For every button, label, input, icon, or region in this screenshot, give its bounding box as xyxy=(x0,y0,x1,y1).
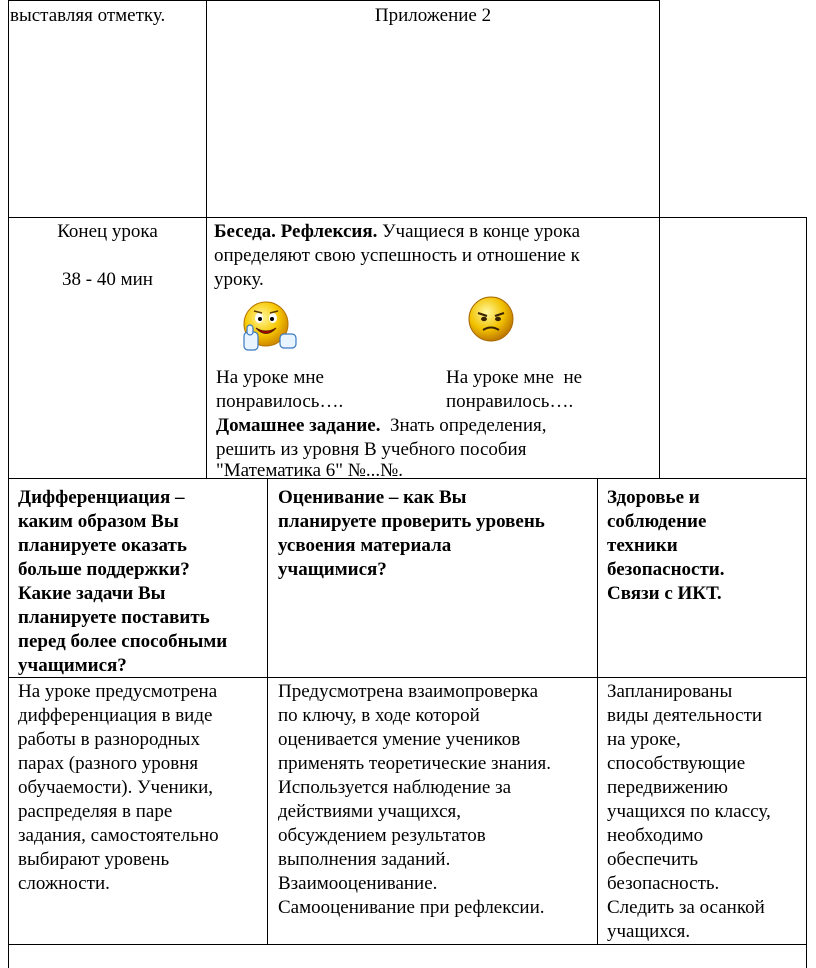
table-border xyxy=(806,217,807,968)
header-line: планируете проверить уровень xyxy=(278,511,545,532)
homework-line-2: решить из уровня В учебного пособия xyxy=(216,439,527,460)
reflection-label: Беседа. Рефлексия. xyxy=(214,221,378,242)
reflection-line-3: уроку. xyxy=(214,269,264,290)
content-line: дифференциация в виде xyxy=(18,705,213,726)
content-line: Самооценивание при рефлексии. xyxy=(278,897,545,918)
content-line: оценивается умение учеников xyxy=(278,729,521,750)
content-line: работы в разнородных xyxy=(18,729,201,750)
table-border xyxy=(8,0,660,1)
reflection-line-2: определяют свою успешность и отношение к xyxy=(214,245,580,266)
header-line: перед более способными xyxy=(18,631,228,652)
header-line: планируете поставить xyxy=(18,607,210,628)
content-line: Предусмотрена взаимопроверка xyxy=(278,681,539,702)
content-line: обсуждением результатов xyxy=(278,825,486,846)
content-line: Запланированы xyxy=(607,681,733,702)
content-line: Следить за осанкой xyxy=(607,897,765,918)
content-line: Используется наблюдение за xyxy=(278,777,512,798)
table-border xyxy=(597,478,598,945)
content-line: выполнения заданий. xyxy=(278,849,451,870)
liked-line-1: На уроке мне xyxy=(216,367,324,388)
liked-line-2: понравилось…. xyxy=(216,391,344,412)
frowning-smiley-icon xyxy=(466,294,516,344)
header-line: учащимися? xyxy=(18,655,127,676)
table-border xyxy=(267,478,268,945)
content-line: обучаемости). Ученики, xyxy=(18,777,214,798)
header-line: соблюдение xyxy=(607,511,707,532)
content-line: необходимо xyxy=(607,825,704,846)
header-line: Оценивание – как Вы xyxy=(278,487,467,508)
content-line: Взаимооценивание. xyxy=(278,873,438,894)
content-line: безопасность. xyxy=(607,873,720,894)
header-line: Связи с ИКТ. xyxy=(607,583,722,604)
reflection-text: Учащиеся в конце урока xyxy=(377,221,581,242)
content-line: сложности. xyxy=(18,873,110,894)
content-line: выбирают уровень xyxy=(18,849,170,870)
content-line: парах (разного уровня xyxy=(18,753,199,774)
table-border xyxy=(8,944,807,945)
content-line: способствующие xyxy=(607,753,746,774)
stage-name: Конец урока xyxy=(57,221,158,242)
content-line: виды деятельности xyxy=(607,705,763,726)
content-line: действиями учащихся, xyxy=(278,801,461,822)
content-line: на уроке, xyxy=(607,729,681,750)
top-left-text: выставляя отметку. xyxy=(10,5,166,26)
content-line: обеспечить xyxy=(607,849,699,870)
table-border xyxy=(8,217,807,218)
table-border xyxy=(8,478,807,479)
header-line: Дифференциация – xyxy=(18,487,185,508)
header-line: учащимися? xyxy=(278,559,387,580)
header-line: больше поддержки? xyxy=(18,559,190,580)
appendix-label: Приложение 2 xyxy=(374,5,492,26)
header-line: каким образом Вы xyxy=(18,511,179,532)
content-line: задания, самостоятельно xyxy=(18,825,219,846)
content-line: по ключу, в ходе которой xyxy=(278,705,480,726)
homework-line-3: "Математика 6" №...№. xyxy=(216,460,404,481)
disliked-line-2: понравилось…. xyxy=(446,391,574,412)
header-line: безопасности. xyxy=(607,559,725,580)
homework-text: Знать определения, xyxy=(380,415,547,436)
stage-duration: 38 - 40 мин xyxy=(62,269,153,290)
content-line: учащихся. xyxy=(607,921,691,942)
table-border xyxy=(659,0,660,478)
table-border xyxy=(8,0,9,968)
header-line: техники xyxy=(607,535,678,556)
table-border xyxy=(206,0,207,478)
content-line: На уроке предусмотрена xyxy=(18,681,218,702)
header-line: планируете оказать xyxy=(18,535,187,556)
content-line: учащихся по классу, xyxy=(607,801,771,822)
header-line: Здоровье и xyxy=(607,487,700,508)
content-line: распределяя в паре xyxy=(18,801,173,822)
header-line: Какие задачи Вы xyxy=(18,583,166,604)
homework-label: Домашнее задание. xyxy=(216,415,381,436)
table-border xyxy=(8,677,807,678)
homework-line-1 xyxy=(216,414,547,438)
header-line: усвоения материала xyxy=(278,535,452,556)
content-line: применять теоретические знания. xyxy=(278,753,551,774)
thumbs-up-smiley-icon xyxy=(230,294,302,358)
content-line: передвижению xyxy=(607,777,728,798)
disliked-line-1: На уроке мне не xyxy=(446,367,583,388)
reflection-line-1 xyxy=(214,220,580,244)
